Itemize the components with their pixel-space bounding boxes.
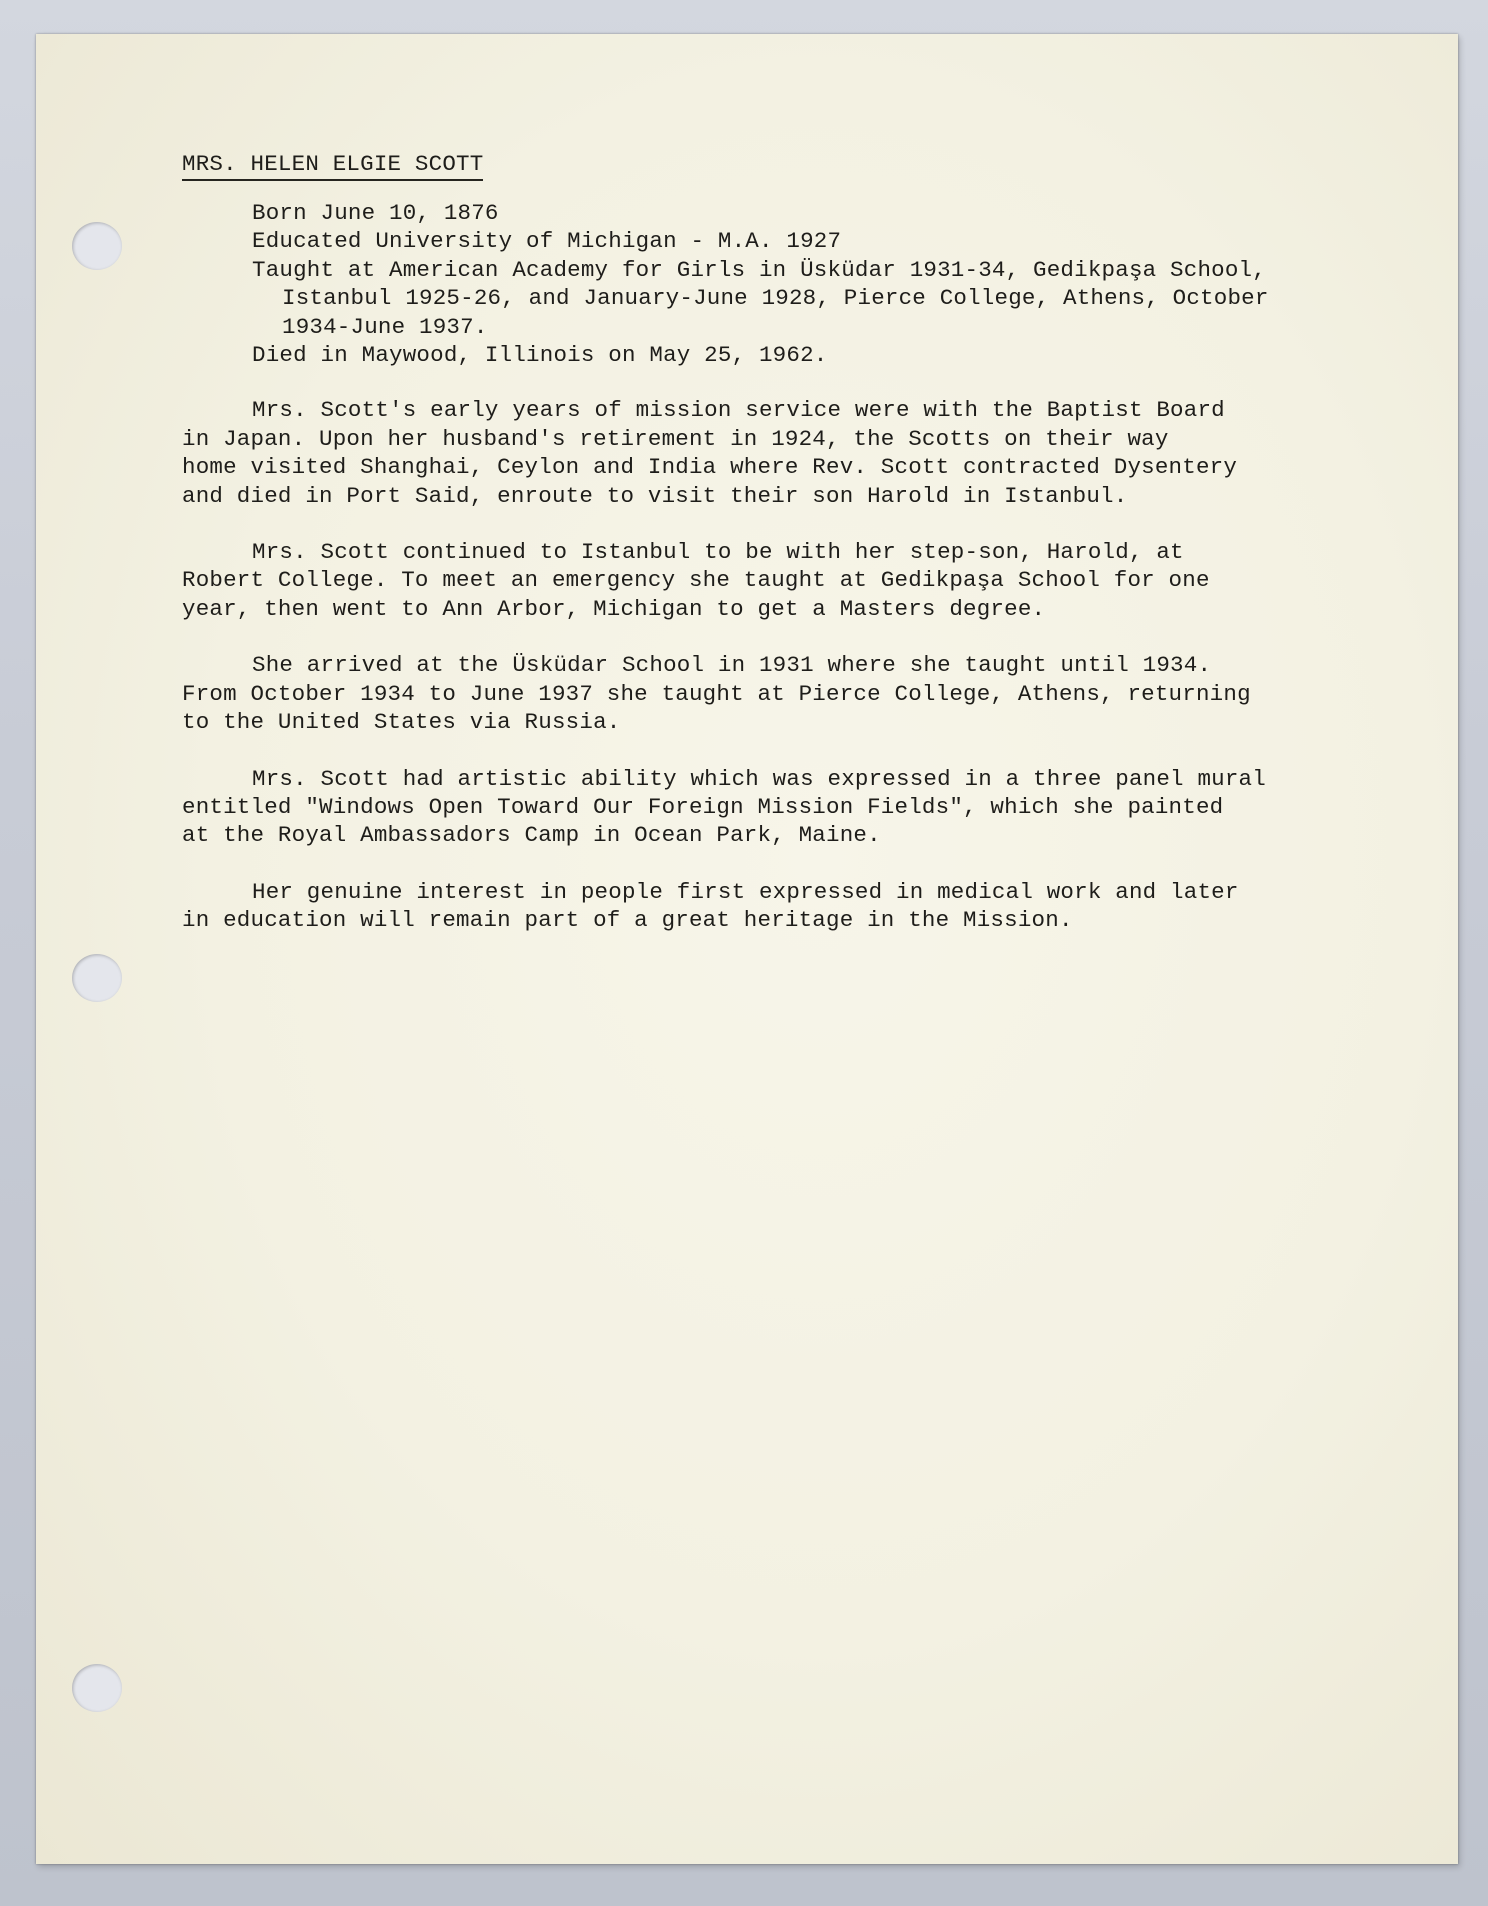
paragraph-heritage [182,878,1322,935]
paragraph-line: entitled "Windows Open Toward Our Foreign Mission Fields", which she painted [182,793,1224,820]
paragraph-line: at the Royal Ambassadors Camp in Ocean Park, Maine. [182,822,881,849]
fact-born: Born June 10, 1876 [252,200,499,226]
fact-taught-line: Taught at American Academy for Girls in Üsküdar 1931-34, Gedikpaşa School, [252,256,1266,283]
paragraph-line: Mrs. Scott's early years of mission service were with the Baptist Board [252,397,1225,424]
fact-educated: Educated University of Michigan - M.A. 1927 [252,228,842,255]
paragraph-mission-japan [182,396,1322,510]
paragraph-mural [182,765,1322,850]
fact-taught-line: 1934-June 1937. [282,313,488,340]
paragraph-istanbul [182,538,1322,623]
paragraph-line: She arrived at the Üsküdar School in 1931 where she taught until 1934. [252,652,1212,679]
paragraph-line: year, then went to Ann Arbor, Michigan to get a Masters degree. [182,595,1046,622]
paragraph-line: From October 1934 to June 1937 she taught at Pierce College, Athens, returning [182,680,1251,707]
punch-hole-top [72,222,122,270]
document-title: MRS. HELEN ELGIE SCOTT [182,151,483,181]
biographical-facts [252,199,1322,369]
fact-taught-line: Istanbul 1925-26, and January-June 1928, Pierce College, Athens, October [282,285,1269,312]
paragraph-line: home visited Shanghai, Ceylon and India where Rev. Scott contracted Dysentery [182,454,1238,481]
paragraph-line: to the United States via Russia. [182,709,621,736]
paragraph-line: Mrs. Scott continued to Istanbul to be with her step-son, Harold, at [252,539,1184,566]
paragraph-line: Her genuine interest in people first expressed in medical work and later [252,878,1239,905]
paragraph-line: in education will remain part of a great heritage in the Mission. [182,907,1073,934]
punch-hole-middle [72,954,122,1002]
document-body [182,150,1322,963]
fact-died: Died in Maywood, Illinois on May 25, 1962. [252,342,828,369]
paragraph-line: in Japan. Upon her husband's retirement in 1924, the Scotts on their way [182,425,1169,452]
paragraph-line: Robert College. To meet an emergency she taught at Gedikpaşa School for one [182,567,1210,594]
paragraph-uskudar [182,651,1322,736]
paragraph-line: Mrs. Scott had artistic ability which was expressed in a three panel mural [252,765,1266,792]
paragraph-line: and died in Port Said, enroute to visit their son Harold in Istanbul. [182,482,1128,509]
punch-hole-bottom [72,1664,122,1712]
